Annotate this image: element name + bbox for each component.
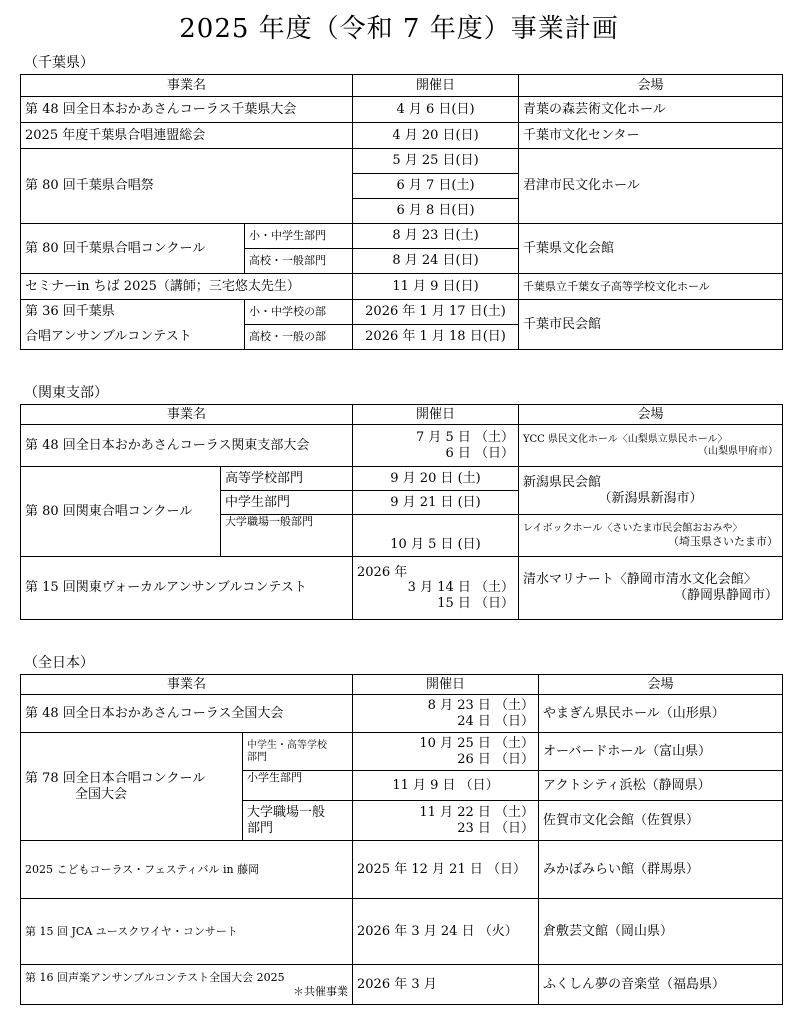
event-name: 全国大会: [75, 786, 128, 802]
table-row: [21, 965, 783, 1005]
event-date: 3 月 14 日 （土）: [407, 580, 515, 596]
event-venue: 千葉市民会館: [519, 300, 783, 350]
header-event: 事業名: [21, 405, 353, 425]
header-date: 開催日: [353, 75, 519, 97]
table-header-row: [21, 75, 783, 97]
event-name: 合唱アンサンブルコンテスト: [21, 325, 245, 350]
event-date: 11 月 9 日 （日）: [353, 771, 539, 801]
event-venue-location: （新潟県新潟市）: [598, 490, 703, 506]
event-date: 2026 年 1 月 18 日(日): [353, 325, 519, 350]
event-venue: アクトシティ浜松（静岡県）: [539, 771, 783, 801]
event-venue: 千葉県立千葉女子高等学校文化ホール: [519, 274, 783, 300]
header-venue: 会場: [519, 405, 783, 425]
table-row: [21, 557, 783, 620]
table-row: [21, 733, 783, 771]
event-date: 23 日 （日）: [457, 820, 535, 836]
event-date: 8 月 23 日 （土）: [427, 697, 535, 713]
event-division: 高等学校部門: [221, 467, 353, 491]
event-venue-location: （埼玉県さいたま市）: [668, 534, 779, 548]
table-row: [21, 274, 783, 300]
event-venue-location: （山梨県甲府市）: [698, 445, 779, 457]
event-date: 4 月 6 日(日): [353, 97, 519, 123]
event-date: 2026 年 1 月 17 日(土): [353, 300, 519, 325]
event-venue: オーバードホール（富山県）: [539, 733, 783, 771]
event-date: 11 月 22 日 （土）: [419, 804, 535, 820]
event-date: 6 日 （日）: [445, 445, 515, 461]
event-venue: やまぎん県民ホール（山形県）: [539, 695, 783, 733]
table-row: [21, 695, 783, 733]
event-name: 第 15 回関東ヴォーカルアンサンブルコンテスト: [21, 557, 353, 620]
event-venue: 青葉の森芸術文化ホール: [519, 97, 783, 123]
event-name: セミナーin ちば 2025（講師；三宅悠太先生）: [21, 274, 353, 300]
header-event: 事業名: [21, 675, 353, 695]
section-label-chiba: （千葉県）: [24, 55, 94, 71]
event-venue: 千葉県文化会館: [519, 224, 783, 274]
table-row: [21, 467, 783, 491]
event-date: 2025 年 12 月 21 日 （日）: [353, 841, 539, 899]
event-venue: 倉敷芸文館（岡山県）: [539, 899, 783, 965]
event-date: 9 月 20 日 (土): [353, 467, 519, 491]
table-row: [21, 300, 783, 325]
event-venue: みかぼみらい館（群馬県）: [539, 841, 783, 899]
event-date: 5 月 25 日(日): [353, 149, 519, 174]
event-note: ＊共催事業: [293, 984, 349, 998]
table-header-row: [21, 405, 783, 425]
table-row: [21, 97, 783, 123]
event-name: 第 36 回千葉県: [21, 300, 245, 325]
event-venue: 千葉市文化センター: [519, 123, 783, 149]
header-date: 開催日: [353, 675, 539, 695]
event-division: 部門: [247, 751, 267, 763]
event-name: 2025 こどもコーラス・フェスティバル in 藤岡: [21, 841, 353, 899]
event-date: 24 日 （日）: [457, 713, 535, 729]
chiba-table: [20, 74, 783, 350]
event-name: 第 48 回全日本おかあさんコーラス関東支部大会: [21, 425, 353, 467]
event-division: 部門: [247, 820, 274, 836]
event-date: 2026 年 3 月 24 日 （火）: [353, 899, 539, 965]
event-date: 7 月 5 日 （土）: [415, 429, 515, 445]
section-label-zennihon: （全日本）: [24, 655, 94, 671]
event-division: 小・中学生部門: [245, 224, 353, 249]
event-name: 第 78 回全日本合唱コンクール: [25, 770, 206, 786]
event-venue: 清水マリナート〈静岡市清水文化会館〉: [523, 572, 757, 588]
event-name: 第 80 回関東合唱コンクール: [21, 467, 221, 557]
event-venue: ふくしん夢の音楽堂（福島県）: [539, 965, 783, 1005]
event-date: 26 日 （日）: [457, 751, 535, 767]
event-date: 10 月 25 日 （土）: [419, 735, 535, 751]
event-division: 大学職場一般部門: [221, 515, 353, 557]
table-row: [21, 224, 783, 249]
header-event: 事業名: [21, 75, 353, 97]
kanto-table: [20, 404, 783, 620]
event-date: 11 月 9 日(日): [353, 274, 519, 300]
event-division: 大学職場一般: [247, 804, 326, 820]
event-date: 2026 年 3 月: [353, 965, 539, 1005]
event-name: 2025 年度千葉県合唱連盟総会: [21, 123, 353, 149]
event-date: 8 月 24 日(日): [353, 249, 519, 274]
event-division: 小学生部門: [243, 771, 353, 801]
event-name: 第 16 回声楽アンサンブルコンテスト全国大会 2025: [25, 971, 285, 985]
header-venue: 会場: [539, 675, 783, 695]
event-division: 高校・一般の部: [245, 325, 353, 350]
zennihon-table: [20, 674, 783, 1005]
table-row: [21, 425, 783, 467]
event-name: 第 80 回千葉県合唱コンクール: [21, 224, 245, 274]
table-row: [21, 841, 783, 899]
header-date: 開催日: [353, 405, 519, 425]
event-date: 10 月 5 日 (日): [353, 515, 519, 557]
event-division: 中学生部門: [221, 491, 353, 515]
event-date: 8 月 23 日(土): [353, 224, 519, 249]
table-row: [21, 149, 783, 174]
event-date: 15 日 （日）: [437, 595, 515, 611]
event-name: 第 48 回全日本おかあさんコーラス全国大会: [21, 695, 353, 733]
event-date: 6 月 7 日(土): [353, 174, 519, 199]
event-venue: YCC 県民文化ホール〈山梨県立県民ホール〉: [523, 433, 728, 445]
event-division: 高校・一般部門: [245, 249, 353, 274]
event-name: 第 48 回全日本おかあさんコーラス千葉県大会: [21, 97, 353, 123]
event-division: 中学生・高等学校: [247, 739, 327, 751]
event-date: 6 月 8 日(日): [353, 199, 519, 224]
event-venue: 新潟県民会館: [523, 474, 602, 490]
page-title: 2025 年度（令和 7 年度）事業計画: [179, 14, 619, 44]
table-row: [21, 899, 783, 965]
header-venue: 会場: [519, 75, 783, 97]
event-date: 9 月 21 日 (日): [353, 491, 519, 515]
event-venue: 君津市民文化ホール: [519, 149, 783, 224]
event-date-year: 2026 年: [357, 564, 408, 580]
event-name: 第 80 回千葉県合唱祭: [21, 149, 353, 224]
event-date: 4 月 20 日(日): [353, 123, 519, 149]
event-name: 第 15 回 JCA ユースクワイヤ・コンサート: [21, 899, 353, 965]
table-header-row: [21, 675, 783, 695]
table-row: [21, 123, 783, 149]
event-venue: 佐賀市文化会館（佐賀県）: [539, 801, 783, 841]
event-venue: レイボックホール〈さいたま市民会館おおみや〉: [523, 522, 743, 534]
section-label-kanto: （関東支部）: [24, 385, 108, 401]
event-venue-location: （静岡県静岡市）: [674, 588, 779, 603]
event-division: 小・中学校の部: [245, 300, 353, 325]
